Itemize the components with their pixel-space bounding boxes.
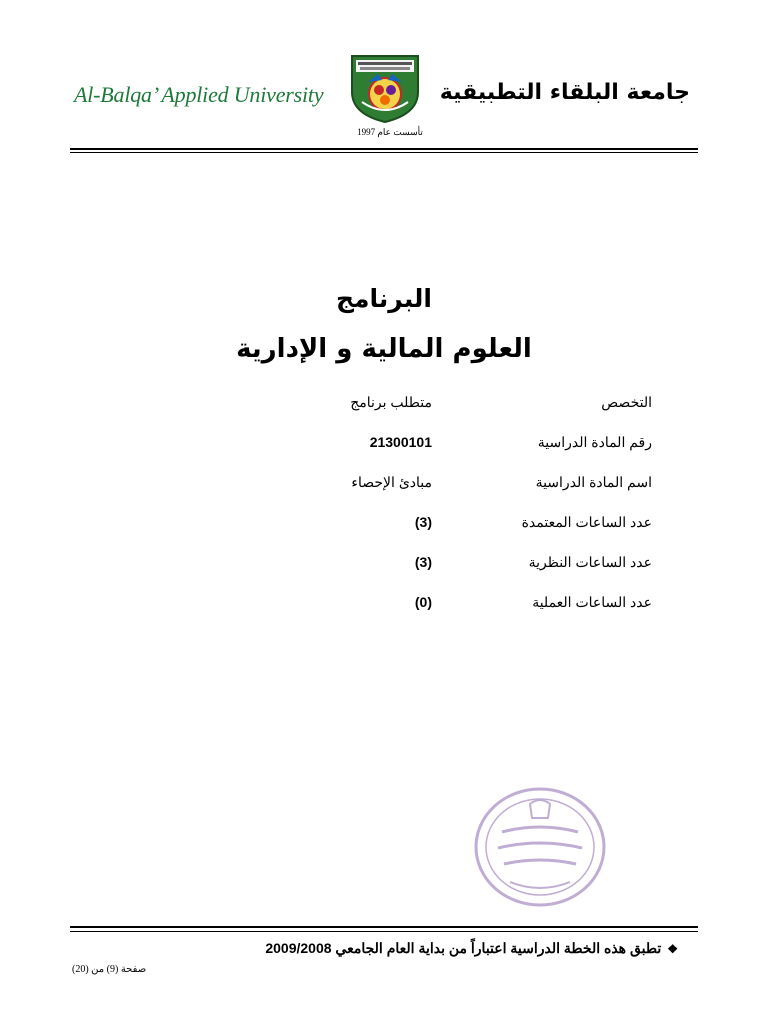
detail-value: (0)	[414, 594, 432, 610]
program-heading: البرنامج	[336, 284, 432, 313]
detail-row-credit-hours	[300, 514, 652, 536]
detail-value: 21300101	[369, 434, 432, 450]
detail-label: رقم المادة الدراسية	[537, 434, 652, 450]
university-crest-icon	[348, 52, 422, 124]
footer-note-text: تطبق هذه الخطة الدراسية اعتباراً من بداية العام الجامعي 2009/2008	[265, 940, 662, 956]
diamond-bullet-icon: ❖	[667, 942, 678, 956]
detail-label: عدد الساعات العملية	[532, 594, 652, 610]
page-number: صفحة (9) من (20)	[72, 964, 147, 975]
detail-label: التخصص	[601, 394, 652, 410]
detail-value: متطلب برنامج	[350, 394, 432, 410]
detail-label: عدد الساعات النظرية	[528, 554, 652, 570]
detail-row-theory-hours	[300, 554, 652, 576]
header-divider	[70, 148, 698, 150]
detail-label: عدد الساعات المعتمدة	[521, 514, 652, 530]
footer-divider	[70, 926, 698, 928]
footer-divider-thin	[70, 931, 698, 932]
official-stamp	[470, 782, 610, 912]
detail-row-course-name	[300, 474, 652, 496]
detail-value: مبادئ الإحصاء	[351, 474, 432, 490]
header-divider-thin	[70, 152, 698, 153]
university-name-english: Al-Balqa’ Applied University	[74, 82, 324, 107]
detail-value: (3)	[414, 514, 432, 530]
university-name-arabic: جامعة البلقاء التطبيقية	[439, 80, 690, 105]
detail-row-specialization	[300, 394, 652, 416]
detail-row-course-number	[300, 434, 652, 456]
footer-note	[265, 940, 678, 957]
detail-label: اسم المادة الدراسية	[535, 474, 652, 490]
detail-row-practical-hours	[300, 594, 652, 616]
founded-year: تأسست عام 1997	[357, 127, 423, 137]
program-name: العلوم المالية و الإدارية	[236, 334, 532, 364]
detail-value: (3)	[414, 554, 432, 570]
